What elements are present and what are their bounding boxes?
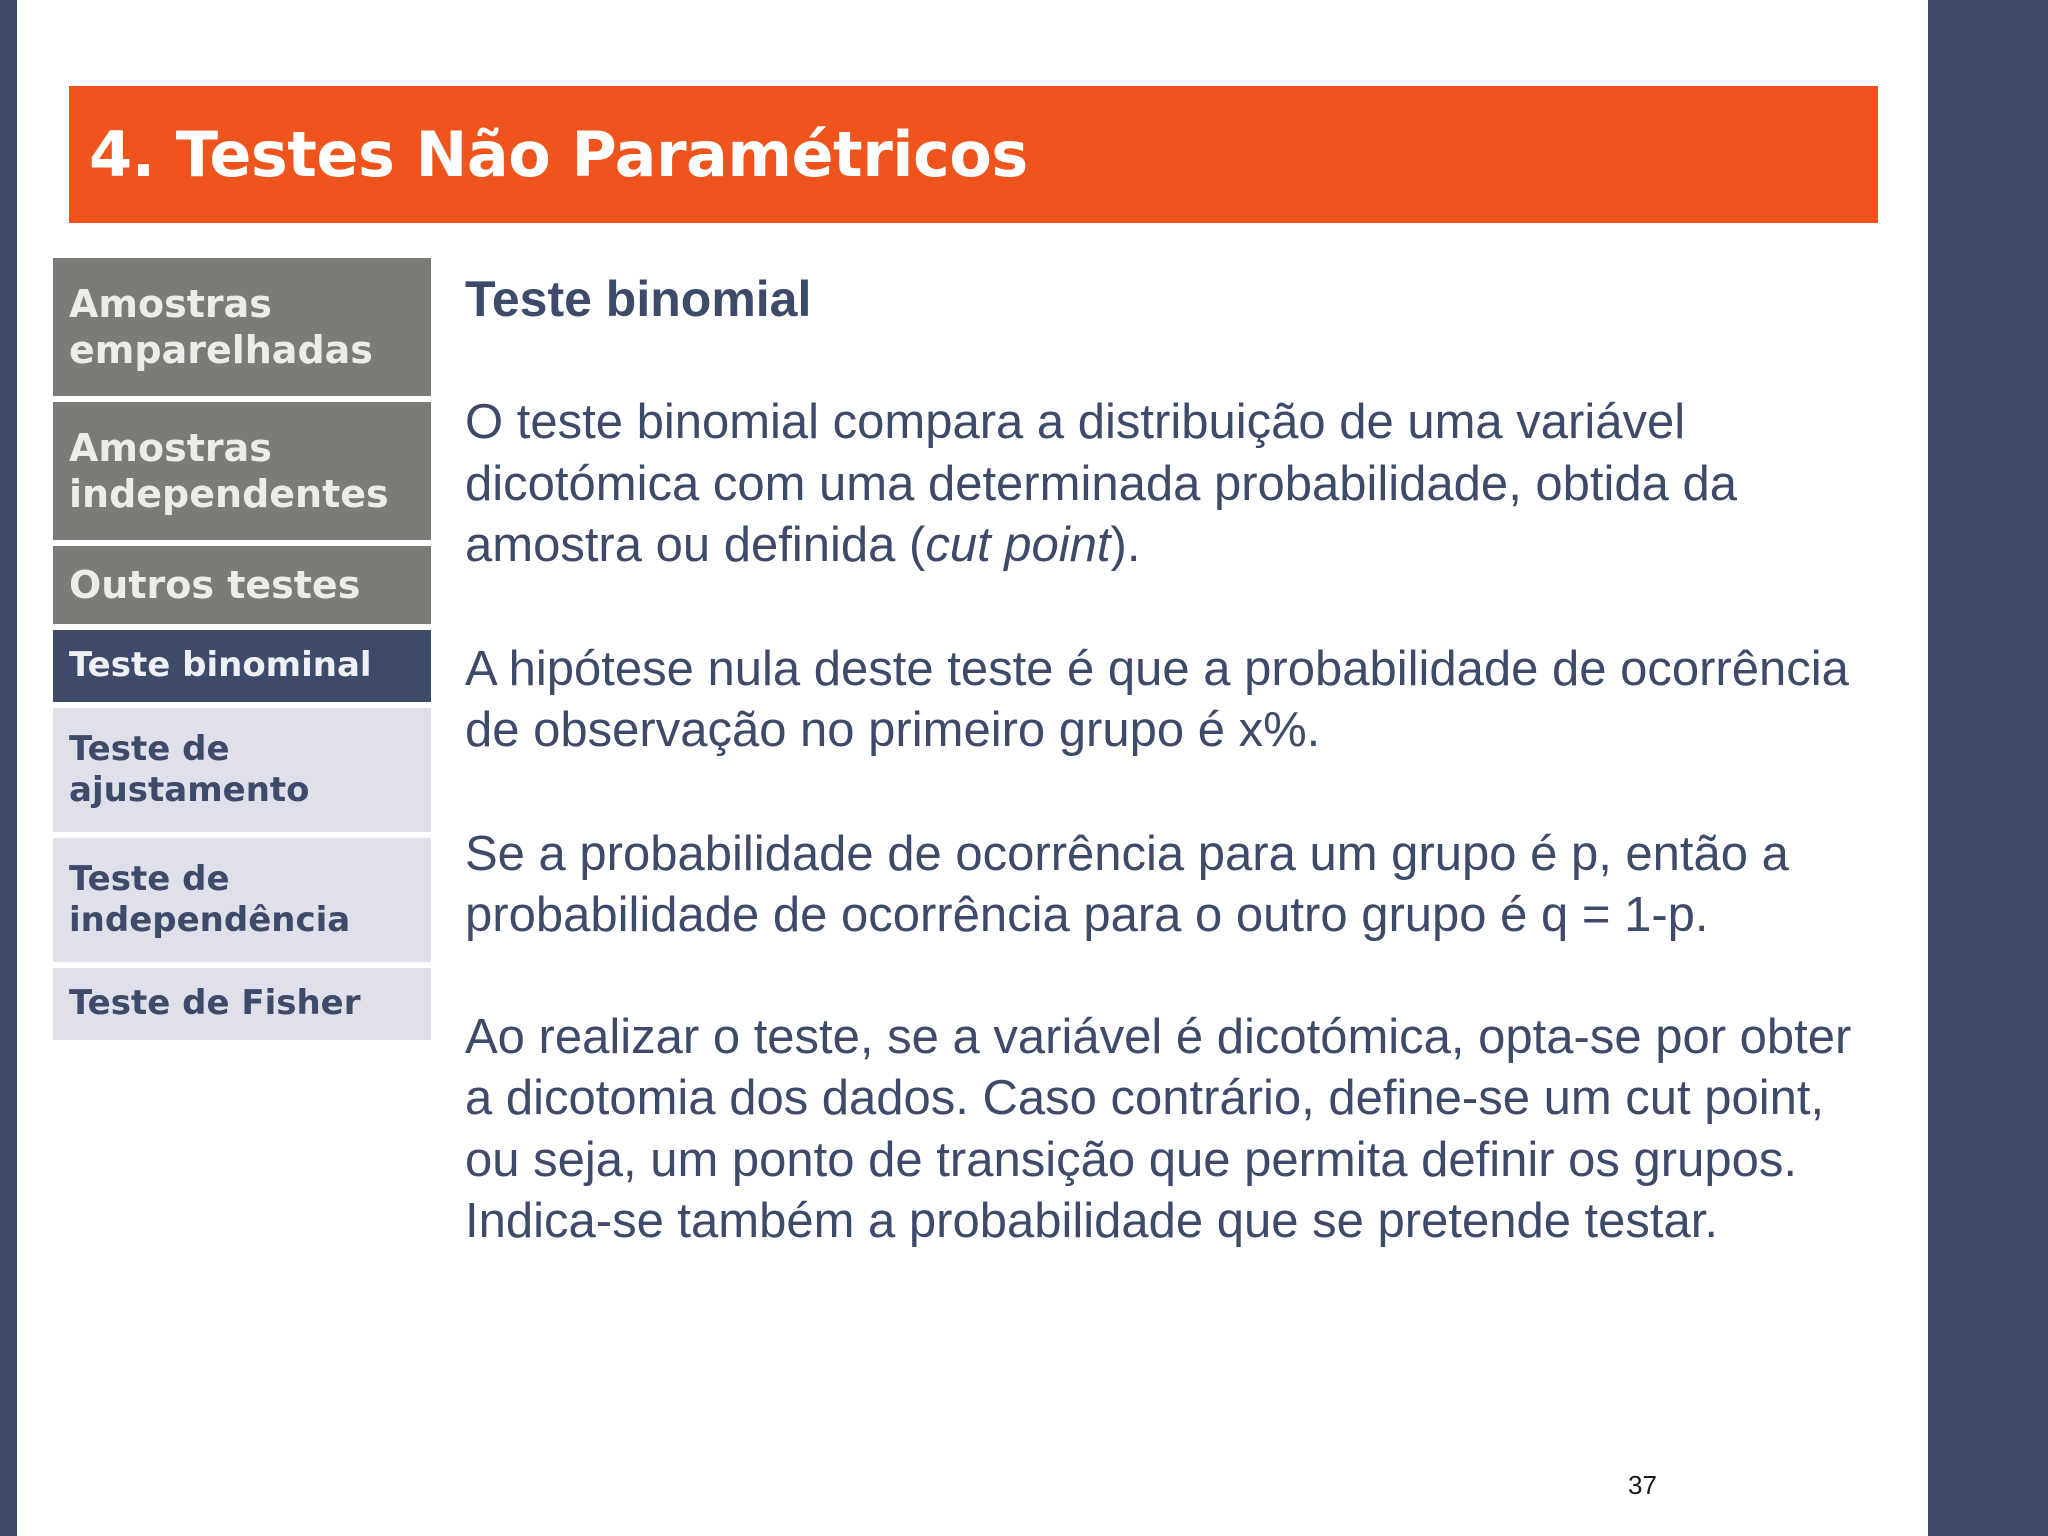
paragraph-procedure: Ao realizar o teste, se a variável é dicotómica, opta-se por obter a dicotomia dos dados. Caso contrário, define-se um cut point, ou seja, um ponto de transição que permita definir os grupos. Indica-se também a probabilidade que se pretende testar. (465, 1009, 1852, 1248)
title-bar (69, 86, 1878, 223)
slide-number: 37 (1628, 1470, 1657, 1500)
paragraph-definition (465, 392, 1885, 577)
sidebar-item-label: Teste de independência (69, 858, 351, 940)
sidebar-item-teste-de-ajustamento[interactable] (53, 708, 431, 832)
sidebar-item-outros-testes[interactable] (53, 546, 431, 624)
content-heading: Teste binomial (465, 271, 812, 327)
left-frame-strip (0, 0, 17, 1536)
right-frame-strip (1928, 0, 2048, 1536)
sidebar-item-label: Teste binominal (69, 645, 372, 686)
slide-title: 4. Testes Não Paramétricos (89, 118, 1028, 191)
sidebar-item-label: Amostras independentes (69, 425, 389, 516)
paragraph-text-end: ). (1110, 518, 1141, 572)
sidebar-item-label: Amostras emparelhadas (69, 281, 373, 372)
paragraph-probability: Se a probabilidade de ocorrência para um grupo é p, então a probabilidade de ocorrência para o outro grupo é q = 1-p. (465, 826, 1789, 942)
slide (17, 0, 1928, 1536)
content-area (465, 268, 1885, 1253)
paragraph-null-hypothesis: A hipótese nula deste teste é que a probabilidade de ocorrência de observação no primeiro grupo é x%. (465, 641, 1849, 757)
sidebar-item-label: Teste de Fisher (69, 983, 361, 1024)
sidebar-item-label: Teste de ajustamento (69, 728, 310, 810)
sidebar-item-teste-binominal[interactable] (53, 630, 431, 702)
sidebar-item-teste-de-fisher[interactable] (53, 968, 431, 1040)
sidebar-item-label: Outros testes (69, 562, 361, 607)
sidebar-item-amostras-emparelhadas[interactable] (53, 258, 431, 396)
paragraph-text: O teste binomial compara a distribuição de uma variável dicotómica com uma determinada probabilidade, obtida da amostra ou definida ( (465, 395, 1738, 572)
cut-point-term: cut point (925, 518, 1111, 572)
sidebar-item-teste-de-independencia[interactable] (53, 838, 431, 962)
sidebar-item-amostras-independentes[interactable] (53, 402, 431, 540)
sidebar-nav (53, 258, 431, 1046)
